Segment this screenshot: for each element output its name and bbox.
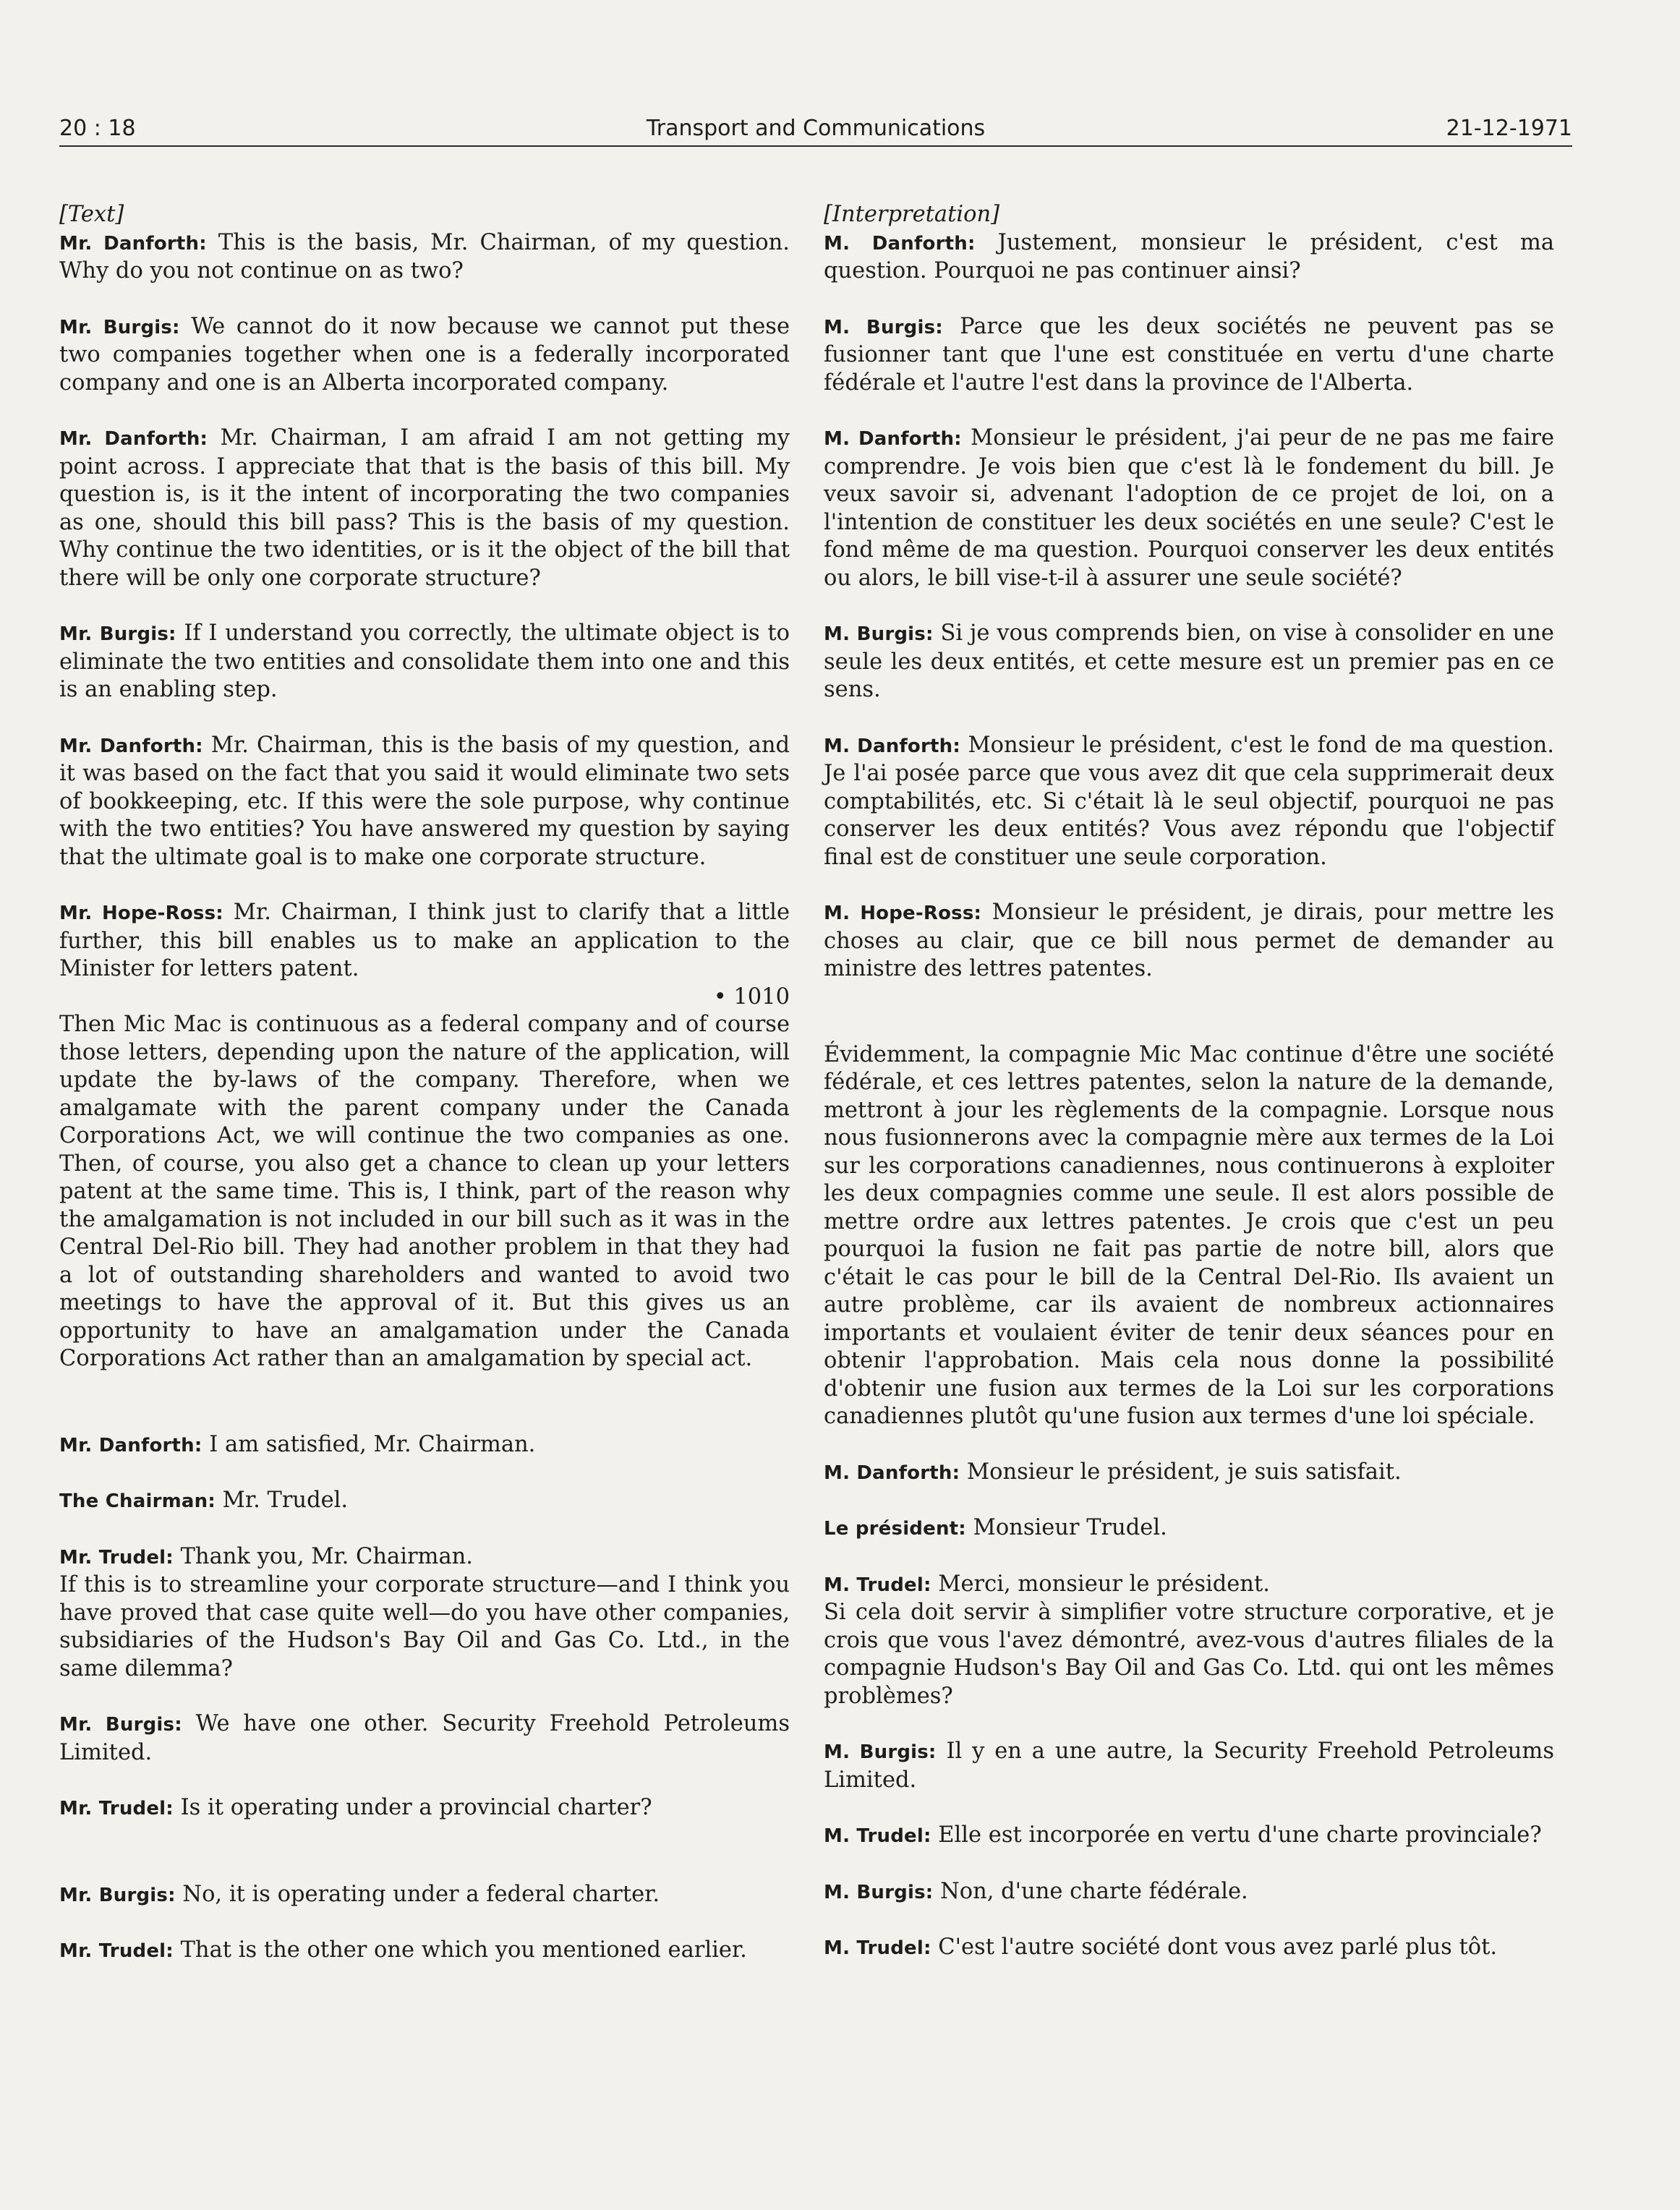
speech-paragraph: [824, 313, 1554, 398]
speech-paragraph: [59, 313, 790, 398]
speech-text: Mr. Chairman, this is the basis of my question, and it was based on the fact that you said it would eliminate two sets of bookkeeping, etc. If this were the sole purpose, why continue with the two entities? You have answered my question by saying that the ultimate goal is to make one corporate structure.: [59, 732, 790, 870]
speech-continuation: Évidemment, la compagnie Mic Mac continue d'être une société fédérale, et ces lettres patentes, selon la nature de la demande, mettront à jour les règlements de la compagnie. Lorsque nous nous fusionnerons avec la compagnie mère aux termes de la Loi sur les corporations canadiennes, nous continuerons à exploiter les deux compagnies comme une seule. Il est alors possible de mettre ordre aux lettres patentes. Je crois que c'est un peu pourquoi la fusion ne fait pas partie de notre bill, alors que c'était le cas pour le bill de la Central Del-Rio. Ils avaient un autre problème, car ils avaient de nombreux actionnaires importants et voulaient éviter de tenir deux séances pour en obtenir l'approbation. Mais cela nous donne la possibilité d'obtenir une fusion aux termes de la Loi sur les corporations canadiennes plutôt qu'une fusion aux termes d'une loi spéciale.: [824, 1041, 1554, 1429]
speech-paragraph: [824, 229, 1554, 286]
english-column: [59, 201, 790, 1966]
speech-paragraph: [824, 899, 1554, 984]
speaker-name: The Chairman:: [59, 1490, 216, 1512]
language-tag: [Interpretation]: [824, 202, 999, 227]
speaker-name: M. Hope-Ross:: [824, 903, 982, 924]
speech-continuation: Si cela doit servir à simplifier votre structure corporative, et je crois que vous l'avez démontré, avez-vous d'autres filiales de la compagnie Hudson's Bay Oil and Gas Co. Ltd. qui ont les mêmes problèmes?: [824, 1600, 1554, 1709]
speech-paragraph: [59, 229, 790, 286]
speech-paragraph: [59, 1794, 790, 1823]
speech-text: If I understand you correctly, the ultimate object is to eliminate the two entities and consolidate them into one and this is an enabling step.: [59, 620, 790, 702]
speech-text: Monsieur le président, c'est le fond de ma question. Je l'ai posée parce que vous avez dit que cela supprimerait deux comptabilités, etc. Si c'était là le seul objectif, pourquoi ne pas conserver les deux entités? Vous avez répondu que l'objectif final est de constituer une seule corporation.: [824, 732, 1554, 870]
speech-continuation: Then Mic Mac is continuous as a federal company and of course those letters, depending upon the nature of the application, will update the by-laws of the company. Therefore, when we amalgamate with the parent company under the Canada Corporations Act, we will continue the two companies as one. Then, of course, you also get a chance to clean up your letters patent at the same time. This is, I think, part of the reason why the amalgamation is not included in our bill such as it was in the Central Del-Rio bill. They had another problem in that they had a lot of outstanding shareholders and wanted to avoid two meetings to have the approval of it. But this gives us an opportunity to have an amalgamation under the Canada Corporations Act rather than an amalgamation by special act.: [59, 1012, 790, 1371]
speech-paragraph: [59, 732, 790, 872]
speech-paragraph: [824, 732, 1554, 872]
speech-paragraph: [59, 899, 790, 984]
speaker-name: M. Danforth:: [824, 428, 962, 450]
french-column: [824, 201, 1554, 1963]
speech-paragraph: [59, 1487, 790, 1516]
speech-text: Monsieur le président, je dirais, pour mettre les choses au clair, que ce bill nous permet de demander au ministre des lettres patentes.: [824, 900, 1554, 981]
speech-text: Mr. Chairman, I am afraid I am not getting my point across. I appreciate that that is the basis of this bill. My question is, is it the intent of incorporating the two companies as one, should this bill pass? This is the basis of my question. Why continue the two identities, or is it the object of the bill that there will be only one corporate structure?: [59, 425, 790, 591]
speaker-name: M. Burgis:: [824, 623, 934, 645]
speaker-name: M. Burgis:: [824, 1741, 937, 1763]
speaker-name: Mr. Trudel:: [59, 1798, 174, 1819]
speaker-name: M. Trudel:: [824, 1825, 931, 1847]
speech-text: This is the basis, Mr. Chairman, of my question. Why do you not continue on as two?: [59, 229, 790, 283]
speech-text: Thank you, Mr. Chairman.: [180, 1543, 474, 1569]
speech-paragraph: [824, 1934, 1554, 1963]
speech-text: Elle est incorporée en vertu d'une charte provinciale?: [938, 1822, 1542, 1848]
speaker-name: M. Trudel:: [824, 1937, 931, 1959]
speaker-name: M. Burgis:: [824, 316, 943, 338]
speaker-name: Mr. Danforth:: [59, 735, 203, 757]
speaker-name: M. Trudel:: [824, 1574, 931, 1596]
time-marker: • 1010: [713, 984, 790, 1010]
speech-text: Non, d'une charte fédérale.: [940, 1878, 1248, 1904]
speech-text: Parce que les deux sociétés ne peuvent pas se fusionner tant que l'une est constituée en vertu d'une charte fédérale et l'autre l'est dans la province de l'Alberta.: [824, 313, 1554, 396]
speech-text: I am satisfied, Mr. Chairman.: [209, 1431, 536, 1457]
speech-text: No, it is operating under a federal charter.: [182, 1881, 660, 1907]
speech-paragraph: [824, 1822, 1554, 1851]
speech-text: Il y en a une autre, la Security Freehold Petroleums Limited.: [824, 1738, 1555, 1793]
speaker-name: Mr. Trudel:: [59, 1546, 174, 1569]
speech-text: Si je vous comprends bien, on vise à consolider en une seule les deux entités, et cette mesure est un premier pas en ce sens.: [824, 620, 1554, 702]
speech-text: We cannot do it now because we cannot put these two companies together when one is a federally incorporated company and one is an Alberta incorporated company.: [59, 313, 790, 396]
speech-paragraph: [59, 1431, 790, 1460]
publication-title: Transport and Communications: [646, 116, 986, 141]
speech-paragraph: [824, 424, 1554, 592]
speaker-name: M. Danforth:: [824, 232, 976, 255]
speech-text: Mr. Chairman, I think just to clarify that a little further, this bill enables us to make an application to the Minister for letters patent.: [59, 900, 790, 981]
speech-text: We have one other. Security Freehold Petroleums Limited.: [59, 1711, 790, 1765]
speaker-name: M. Danforth:: [824, 1462, 960, 1484]
speaker-name: Le président:: [824, 1518, 966, 1540]
language-tag: [Text]: [59, 202, 124, 227]
speaker-name: Mr. Hope-Ross:: [59, 903, 223, 924]
speech-text: Monsieur le président, j'ai peur de ne pas me faire comprendre. Je vois bien que c'est là le fondement du bill. Je veux savoir si, advenant l'adoption de ce projet de loi, on a l'intention de constituer les deux sociétés en une seule? C'est le fond même de ma question. Pourquoi conserver les deux entités ou alors, le bill vise-t-il à assurer une seule société?: [824, 425, 1554, 591]
speaker-name: Mr. Trudel:: [59, 1940, 174, 1962]
speaker-name: Mr. Burgis:: [59, 1714, 182, 1736]
speech-paragraph: [824, 1459, 1554, 1488]
speaker-name: Mr. Danforth:: [59, 1434, 202, 1456]
speech-text: Monsieur Trudel.: [973, 1515, 1167, 1540]
speech-text: Justement, monsieur le président, c'est ma question. Pourquoi ne pas continuer ainsi?: [824, 229, 1555, 283]
speaker-name: Mr. Burgis:: [59, 623, 176, 645]
speech-continuation: If this is to streamline your corporate structure—and I think you have proved that case quite well—do you have other companies, subsidiaries of the Hudson's Bay Oil and Gas Co. Ltd., in the same dilemma?: [59, 1572, 790, 1681]
page-number: 20 : 18: [59, 116, 136, 141]
speech-paragraph: [59, 1881, 790, 1910]
speech-paragraph: [824, 1738, 1554, 1794]
speech-paragraph: [59, 424, 790, 592]
speech-paragraph: [824, 620, 1554, 704]
speaker-name: M. Burgis:: [824, 1881, 934, 1903]
sitting-date: 21-12-1971: [1446, 116, 1572, 141]
speaker-name: Mr. Burgis:: [59, 1884, 176, 1906]
speech-text: Merci, monsieur le président.: [938, 1571, 1270, 1597]
header-rule: [59, 145, 1572, 147]
speech-text: That is the other one which you mentioned earlier.: [180, 1937, 747, 1963]
speech-paragraph: [59, 1710, 790, 1767]
speech-text: C'est l'autre société dont vous avez parlé plus tôt.: [938, 1934, 1498, 1960]
speech-paragraph: [824, 1514, 1554, 1543]
speaker-name: M. Danforth:: [824, 735, 960, 757]
speech-text: Monsieur le président, je suis satisfait.: [966, 1459, 1402, 1485]
speaker-name: Mr. Danforth:: [59, 232, 207, 255]
speech-paragraph: [59, 1937, 790, 1966]
speech-paragraph: [59, 1543, 790, 1572]
speech-paragraph: [824, 1571, 1554, 1600]
speech-text: Is it operating under a provincial charter?: [180, 1795, 652, 1820]
speech-paragraph: [824, 1878, 1554, 1907]
speech-text: Mr. Trudel.: [222, 1488, 349, 1513]
speaker-name: Mr. Burgis:: [59, 316, 180, 338]
speech-paragraph: [59, 620, 790, 704]
speaker-name: Mr. Danforth:: [59, 428, 208, 450]
